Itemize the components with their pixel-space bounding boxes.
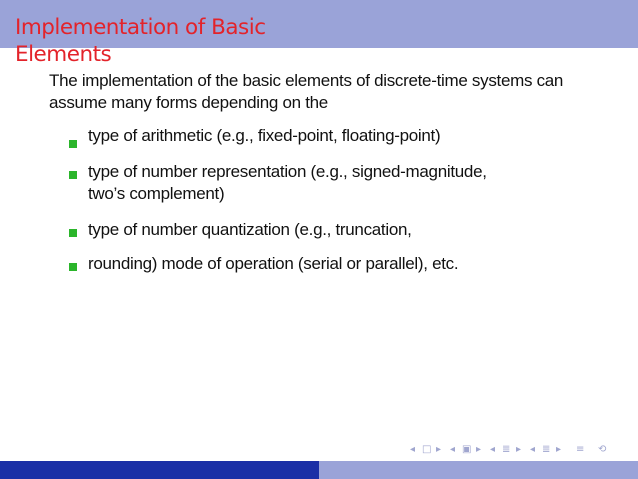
next-subsection-icon[interactable]: ▸ xyxy=(476,444,482,455)
bullet-text-continuation: two’s complement) xyxy=(88,184,225,203)
document-icon[interactable]: ≣ xyxy=(542,444,551,455)
next-section-icon[interactable]: ▸ xyxy=(516,444,522,455)
search-icon[interactable]: ⟲ xyxy=(598,444,607,455)
prev-document-icon[interactable]: ◂ xyxy=(530,444,536,455)
prev-section-icon[interactable]: ◂ xyxy=(490,444,496,455)
intro-text: The implementation of the basic elements of discrete-time systems can assume many forms depending on the xyxy=(49,71,564,112)
square-bullet-icon xyxy=(69,171,77,179)
subsection-icon[interactable]: ▣ xyxy=(462,444,472,455)
footer-bar-right xyxy=(319,461,638,479)
bullet-text: type of number quantization (e.g., truncation, xyxy=(88,220,412,239)
next-frame-icon[interactable]: ▸ xyxy=(436,444,442,455)
prev-frame-icon[interactable]: ◂ xyxy=(410,444,416,455)
square-bullet-icon xyxy=(69,263,77,271)
square-bullet-icon xyxy=(69,140,77,148)
align-icon[interactable]: ≡ xyxy=(576,444,585,455)
prev-subsection-icon[interactable]: ◂ xyxy=(450,444,456,455)
bullet-text: rounding) mode of operation (serial or parallel), etc. xyxy=(88,254,459,273)
bullet-text: type of arithmetic (e.g., fixed-point, floating-point) xyxy=(88,126,441,145)
square-bullet-icon xyxy=(69,229,77,237)
slide-title: Implementation of Basic Elements xyxy=(15,15,266,67)
footer-bar-left xyxy=(0,461,319,479)
frame-icon[interactable]: □ xyxy=(422,444,432,455)
section-icon[interactable]: ≣ xyxy=(502,444,511,455)
bullet-text: type of number representation (e.g., signed-magnitude, xyxy=(88,162,487,181)
beamer-navigation xyxy=(410,442,632,458)
next-document-icon[interactable]: ▸ xyxy=(556,444,562,455)
